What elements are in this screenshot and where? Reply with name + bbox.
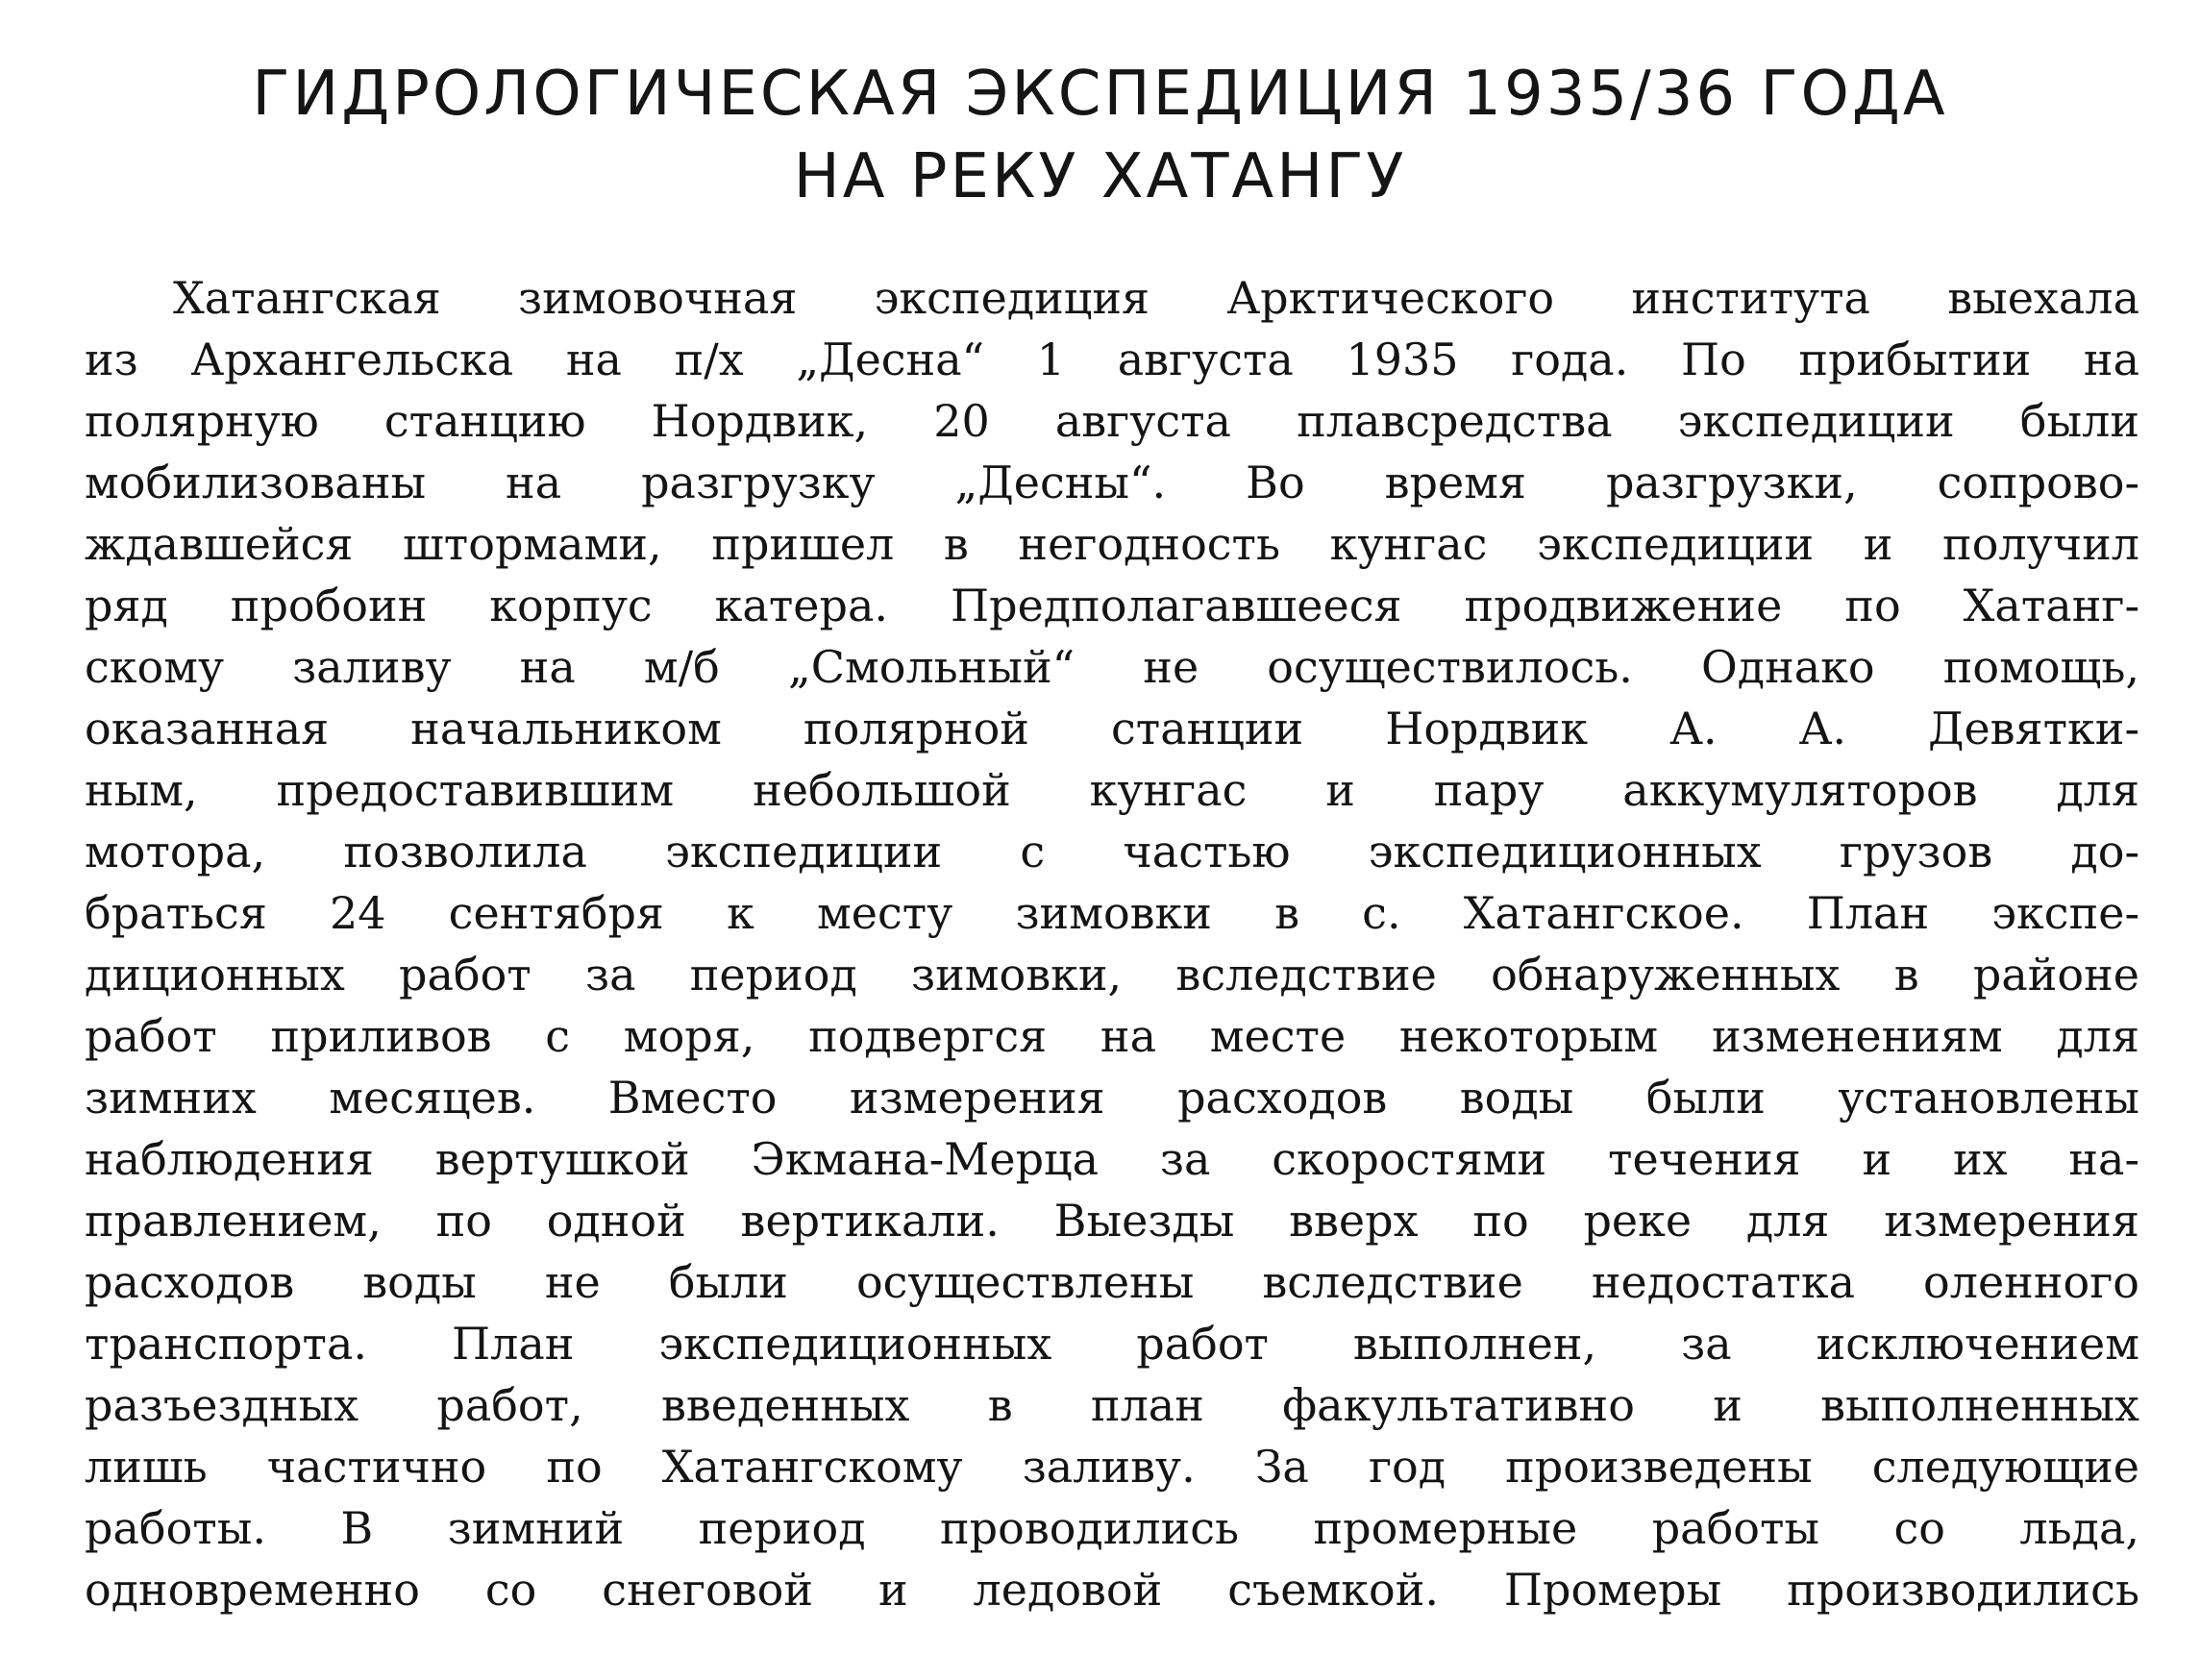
body-line: транспорта. План экспедиционных работ выполнен, за исключением xyxy=(85,1318,2139,1370)
body-line: работ приливов с моря, подвергся на месте некоторым изменениям для xyxy=(85,1010,2139,1062)
document-title-line-2: НА РЕКУ ХАТАНГУ xyxy=(793,141,1407,212)
body-line: диционных работ за период зимовки, вследствие обнаруженных в районе xyxy=(85,949,2139,1001)
body-line: Хатангская зимовочная экспедиция Арктического института выехала xyxy=(173,272,2139,324)
body-line: ждавшейся штормами, пришел в негодность кунгас экспедиции и получил xyxy=(85,518,2139,570)
body-line: браться 24 сентября к месту зимовки в с. Хатангское. План экспе- xyxy=(85,887,2139,939)
body-line: наблюдения вертушкой Экмана-Мерца за скоростями течения и их на- xyxy=(85,1133,2139,1185)
body-line: ным, предоставившим небольшой кунгас и пару аккумуляторов для xyxy=(85,764,2139,816)
body-line: из Архангельска на п/х „Десна“ 1 августа 1935 года. По прибытии на xyxy=(85,334,2139,385)
body-line: одновременно со снеговой и ледовой съемкой. Промеры производились xyxy=(85,1564,2139,1616)
body-line: полярную станцию Нордвик, 20 августа плавсредства экспедиции были xyxy=(85,395,2139,447)
body-line: работы. В зимний период проводились промерные работы со льда, xyxy=(85,1502,2139,1554)
body-line: оказанная начальником полярной станции Нордвик А. А. Девятки- xyxy=(85,703,2139,754)
body-line: правлением, по одной вертикали. Выезды вверх по реке для измерения xyxy=(85,1195,2139,1247)
body-line: лишь частично по Хатангскому заливу. За год произведены следующие xyxy=(85,1441,2139,1493)
body-line: расходов воды не были осуществлены вследствие недостатка оленного xyxy=(85,1256,2139,1308)
body-line: мобилизованы на разгрузку „Десны“. Во время разгрузки, сопрово- xyxy=(85,457,2139,508)
body-line: ряд пробоин корпус катера. Предполагавшееся продвижение по Хатанг- xyxy=(85,580,2139,631)
body-line: разъездных работ, введенных в план факультативно и выполненных xyxy=(85,1379,2139,1431)
body-line: скому заливу на м/б „Смольный“ не осуществилось. Однако помощь, xyxy=(85,641,2139,693)
body-line: зимних месяцев. Вместо измерения расходов воды были установлены xyxy=(85,1072,2139,1124)
body-line: мотора, позволила экспедиции с частью экспедиционных грузов до- xyxy=(85,826,2139,877)
body-paragraph xyxy=(85,267,2139,1620)
document-title-line-1: ГИДРОЛОГИЧЕСКАЯ ЭКСПЕДИЦИЯ 1935/36 ГОДА xyxy=(252,59,1948,130)
